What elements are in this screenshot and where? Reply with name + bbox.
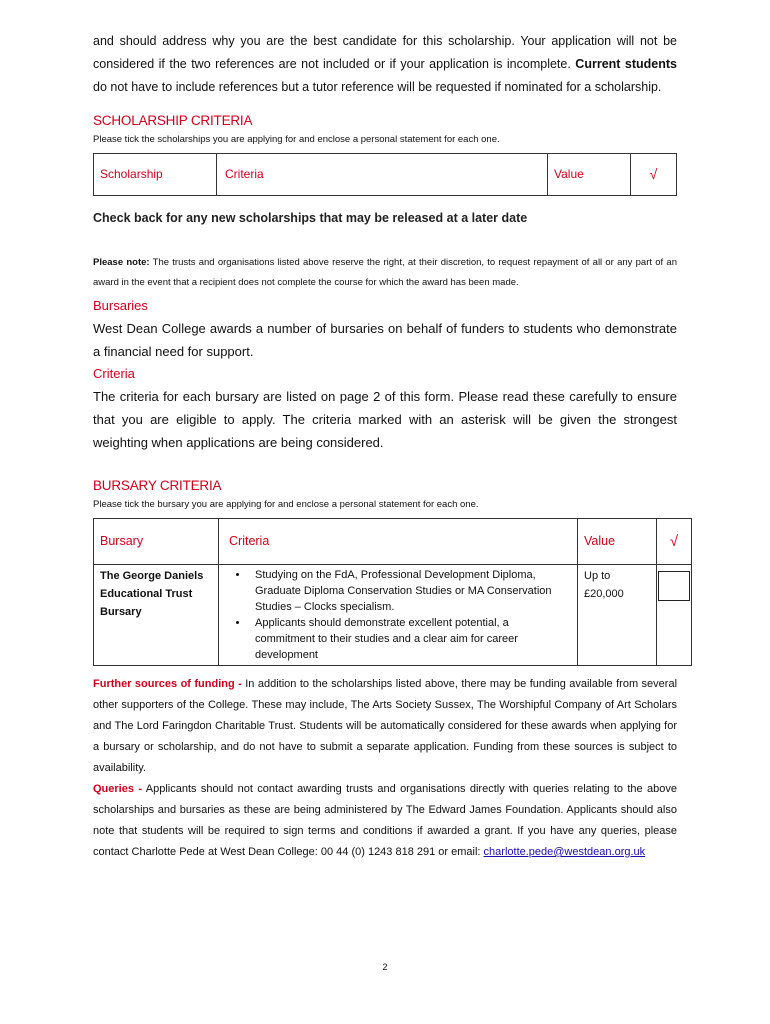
intro-paragraph <box>93 30 677 99</box>
check-back-note: Check back for any new scholarships that may be released at a later date <box>93 211 528 225</box>
bursaries-heading: Bursaries <box>93 298 148 313</box>
bursary-table <box>93 518 692 666</box>
bursary-criteria-cell <box>219 565 578 666</box>
criteria-text: The criteria for each bursary are listed on page 2 of this form. Please read these carefully to ensure that you are eligible to apply. The criteria marked with an asterisk will be given the strongest weighting when applications are being considered. <box>93 389 677 450</box>
bursary-tick-col-header: √ <box>657 519 692 565</box>
bursary-value-col-header: Value <box>578 519 657 565</box>
scholarship-table <box>93 153 677 196</box>
bursary-name: The George Daniels Educational Trust Bursary <box>94 565 219 666</box>
further-funding-label: Further sources of funding - <box>93 678 242 690</box>
please-note <box>93 253 677 293</box>
bursary-value: Up to £20,000 <box>578 565 657 666</box>
bursary-criteria-list <box>227 567 569 663</box>
intro-bold: Current students <box>575 57 677 71</box>
intro-text-2: do not have to include references but a tutor reference will be requested if nominated for a scholarship. <box>93 80 662 94</box>
bursary-heading: BURSARY CRITERIA <box>93 478 222 493</box>
scholarship-instruction: Please tick the scholarships you are applying for and enclose a personal statement for each one. <box>93 134 500 145</box>
bursary-col-header: Bursary <box>94 519 219 565</box>
email-link[interactable]: charlotte.pede@westdean.org.uk <box>483 846 646 858</box>
further-funding-text: In addition to the scholarships listed above, there may be funding available from several other supporters of the College. These may include, The Arts Society Sussex, The Worshipful Company of Art Scholars and The Lord Faringdon Charitable Trust. Students will be automatically considered for these awards when applying for a bursary or scholarship, and do not have to submit a separate application. Funding from these sources is subject to availability. <box>93 678 678 774</box>
page-number: 2 <box>382 962 388 972</box>
further-funding-paragraph <box>93 674 677 779</box>
list-item: • Applicants should demonstrate excellent potential, a commitment to their studies and a clear aim for career development <box>249 615 569 663</box>
tick-col-header: √ <box>631 154 677 196</box>
bursary-tick-cell <box>657 565 692 666</box>
bursary-instruction: Please tick the bursary you are applying for and enclose a personal statement for each one. <box>93 499 479 510</box>
queries-paragraph <box>93 779 677 863</box>
criteria-col-header: Criteria <box>217 154 548 196</box>
queries-text: Applicants should not contact awarding trusts and organisations directly with queries relating to the above scholarships and bursaries as these are being administered by The Edward James Foundation. Applicants should also note that students will be required to sign terms and conditions if awarded a grant. If you have any queries, please contact Charlotte Pede at West Dean College: 00 44 (0) 1243 818 291 or email: <box>93 783 677 858</box>
please-note-text: The trusts and organisations listed above reserve the right, at their discretion, to request repayment of all or any part of an award in the event that a recipient does not complete the course for which the award has been made. <box>93 257 677 288</box>
bursary-checkbox[interactable] <box>658 571 690 601</box>
bursaries-text: West Dean College awards a number of bursaries on behalf of funders to students who demonstrate a financial need for support. <box>93 321 677 359</box>
queries-label: Queries - <box>93 783 142 795</box>
scholarship-col-header: Scholarship <box>94 154 217 196</box>
intro-text-1: and should address why you are the best candidate for this scholarship. Your application will not be considered if the two references are not included or if your application is incomplete. <box>93 34 677 71</box>
scholarship-heading: SCHOLARSHIP CRITERIA <box>93 113 253 128</box>
scholarship-table-header <box>94 154 677 196</box>
document-page <box>93 30 677 863</box>
table-row <box>94 565 692 666</box>
criteria-heading: Criteria <box>93 366 135 381</box>
list-item: • Studying on the FdA, Professional Development Diploma, Graduate Diploma Conservation Studies or MA Conservation Studies – Clocks specialism. <box>249 567 569 615</box>
please-note-label: Please note: <box>93 257 150 268</box>
bursary-table-header <box>94 519 692 565</box>
value-col-header: Value <box>548 154 631 196</box>
bursary-criteria-col-header: Criteria <box>219 519 578 565</box>
